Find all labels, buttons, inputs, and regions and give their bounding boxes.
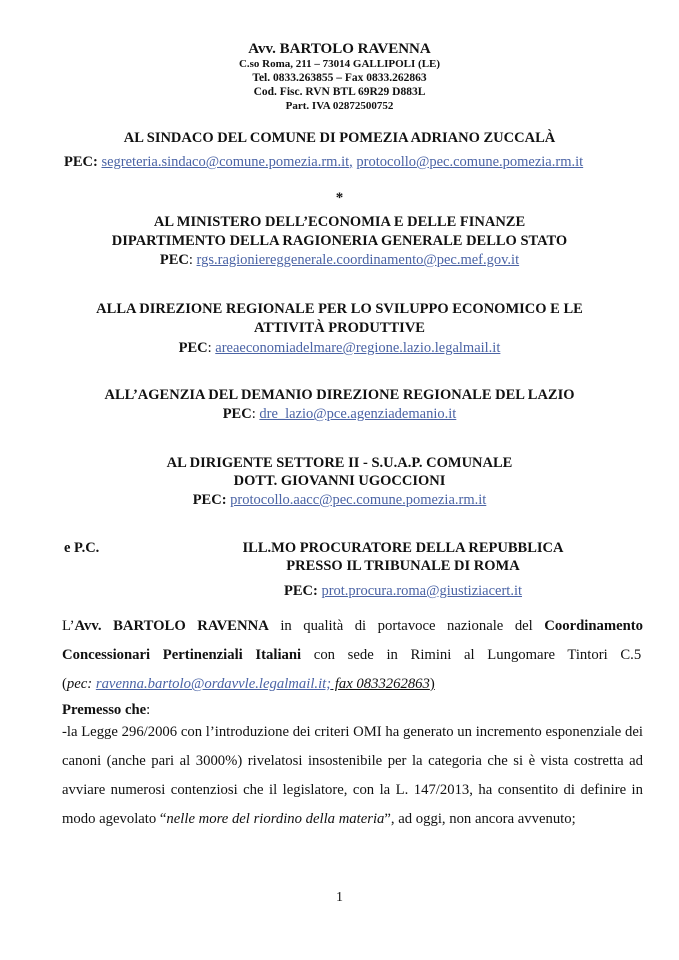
recipient-prosecutor-pec	[123, 584, 679, 599]
intro-line	[62, 670, 643, 699]
premesso-colon: :	[146, 702, 151, 718]
recipient-prosecutor-line2: PRESSO IL TRIBUNALE DI ROMA	[286, 558, 520, 574]
letterhead-address: C.so Roma, 211 – 73014 GALLIPOLI (LE)	[238, 58, 441, 70]
cc-prefix: e P.C.	[64, 540, 100, 556]
premise-text: -la Legge 296/2006 con l’introduzione dei criteri OMI ha generato un incremento esponenziale dei canoni (anche pari al 3000%) rivelatosi insostenibile per la categoria che si è vista costretta ad avviare numerosi contenziosi che il legislatore, con la L. 147/2013, ha consentito di definire in modo agevolato “	[62, 724, 643, 827]
letterhead-name: Avv. BARTOLO RAVENNA	[248, 41, 431, 57]
recipient-regional-direction-line1: ALLA DIREZIONE REGIONALE PER LO SVILUPPO ECONOMICO E LE	[96, 301, 583, 317]
premise-text: ”, ad oggi, non ancora avvenuto;	[384, 811, 576, 827]
recipient-demanio: ALL’AGENZIA DEL DEMANIO DIREZIONE REGIONALE DEL LAZIO	[104, 387, 575, 403]
paren: (	[62, 676, 67, 692]
premise-quote: nelle more del riordino della materia	[166, 811, 385, 827]
pec-label: PEC	[192, 492, 222, 508]
pec-separator: ,	[349, 154, 353, 170]
pec-label: PEC	[159, 252, 189, 268]
premise-paragraph-1	[62, 718, 643, 834]
pec-label: PEC	[222, 406, 252, 422]
letterhead-vat: Part. IVA 02872500752	[285, 100, 394, 112]
sender-name: Avv. BARTOLO RAVENNA	[74, 618, 269, 634]
recipient-ministry-pec	[0, 253, 679, 268]
sender-fax: fax 0833262863	[331, 676, 430, 692]
recipient-regional-direction-pec	[0, 341, 679, 356]
pec-link[interactable]: protocollo.aacc@pec.comune.pomezia.rm.it	[230, 492, 487, 508]
pec-label: PEC	[64, 154, 93, 170]
pec-colon: :	[251, 406, 260, 422]
pec-link[interactable]: areaeconomiadelmare@regione.lazio.legalmail.it	[215, 340, 501, 356]
recipient-mayor: AL SINDACO DEL COMUNE DI POMEZIA ADRIANO ZUCCALÀ	[123, 130, 556, 146]
pec-link[interactable]: prot.procura.roma@giustiziacert.it	[321, 583, 523, 599]
recipient-suap-pec	[0, 493, 679, 508]
intro-text: in qualità di portavoce nazionale del	[268, 618, 545, 634]
paren: )	[429, 676, 435, 692]
intro-text: L’	[62, 618, 75, 634]
pec-label: PEC	[283, 583, 313, 599]
pec-label: PEC	[178, 340, 208, 356]
recipient-prosecutor-line1: ILL.MO PROCURATORE DELLA REPUBBLICA	[242, 540, 564, 556]
recipient-mayor-pec	[64, 155, 583, 170]
pec-colon: :	[207, 340, 216, 356]
separator-star: *	[335, 190, 344, 206]
intro-line	[62, 612, 643, 641]
page-number: 1	[336, 890, 343, 905]
pec-colon: :	[188, 252, 197, 268]
recipient-suap-line1: AL DIRIGENTE SETTORE II - S.U.A.P. COMUNALE	[166, 455, 513, 471]
organization-name: Concessionari Pertinenziali Italiani	[62, 647, 302, 663]
pec-colon: :	[312, 583, 322, 599]
recipient-ministry-line1: AL MINISTERO DELL’ECONOMIA E DELLE FINANZE	[153, 214, 526, 230]
pec-colon: :	[93, 154, 98, 170]
pec-link[interactable]: rgs.ragioniereggenerale.coordinamento@pec.mef.gov.it	[196, 252, 520, 268]
recipient-ministry-line2: DIPARTIMENTO DELLA RAGIONERIA GENERALE DELLO STATO	[111, 233, 568, 249]
intro-text: con sede in Rimini al Lungomare Tintori C.5	[301, 647, 642, 663]
recipient-demanio-pec	[0, 407, 679, 422]
letterhead-fiscal-code: Cod. Fisc. RVN BTL 69R29 D883L	[253, 86, 426, 98]
recipient-regional-direction-line2: ATTIVITÀ PRODUTTIVE	[254, 320, 425, 336]
organization-name: Coordinamento	[544, 618, 644, 634]
intro-line	[62, 641, 643, 670]
premesso-label: Premesso che	[62, 702, 147, 718]
pec-link[interactable]: dre_lazio@pce.agenziademanio.it	[259, 406, 457, 422]
recipient-suap-line2: DOTT. GIOVANNI UGOCCIONI	[233, 473, 446, 489]
pec-colon: :	[221, 492, 231, 508]
letterhead-phone: Tel. 0833.263855 – Fax 0833.262863	[252, 72, 427, 84]
sender-email-link[interactable]: ravenna.bartolo@ordavvle.legalmail.it;	[95, 676, 332, 692]
intro-paragraph	[62, 612, 643, 699]
pec-link[interactable]: segreteria.sindaco@comune.pomezia.rm.it	[101, 154, 350, 170]
pec-label-italic: pec:	[66, 676, 96, 692]
pec-link[interactable]: protocollo@pec.comune.pomezia.rm.it	[356, 154, 584, 170]
